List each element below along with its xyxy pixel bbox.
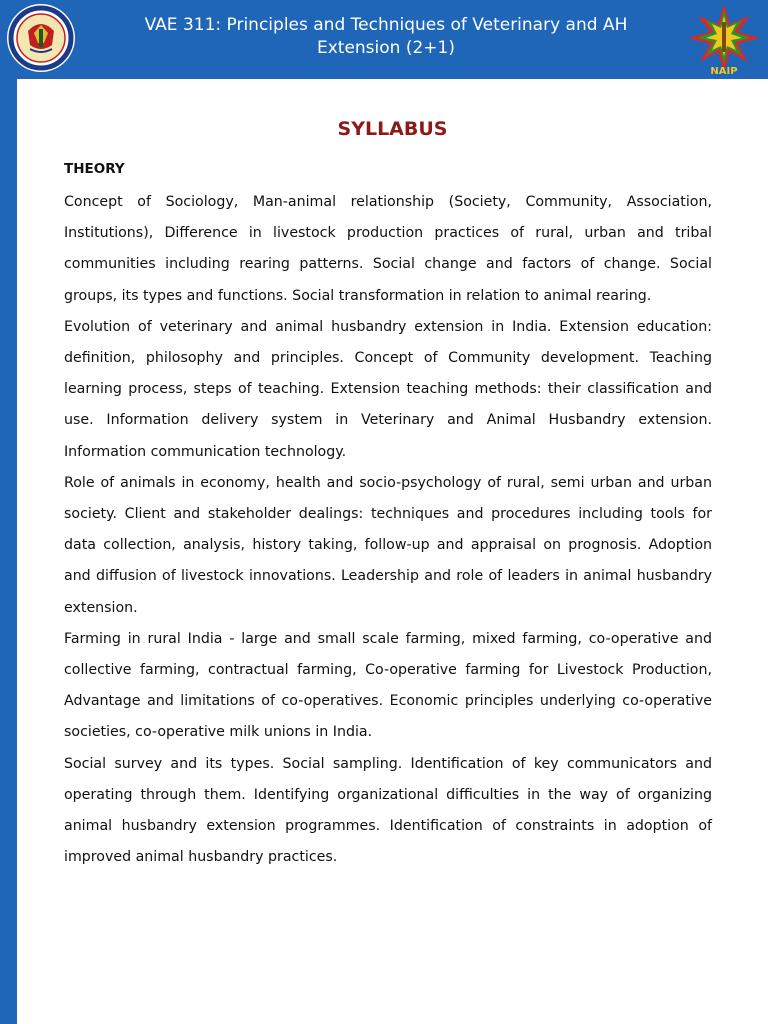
paragraph-sociology: Concept of Sociology, Man-animal relationship (Society, Community, Association, Institutions), Difference in livestock production practices of rural, urban and tribal communities including rearing patterns. Social change and factors of change. Social groups, its types and functions. Social transformation in relation to animal rearing. xyxy=(64,194,712,304)
paragraph-farming-rural-india: Farming in rural India - large and small scale farming, mixed farming, co-operative and collective farming, contractual farming, Co-operative farming for Livestock Production, Advantage and limitations of co-operatives. Economic principles underlying co-operative societies, co-operative milk unions in India. xyxy=(64,630,712,741)
paragraph-social-survey: Social survey and its types. Social sampling. Identification of key communicators and operating through them. Identifying organizational difficulties in the way of organizing animal husbandry extension programmes. Identification of constraints in adoption of improved animal husbandry practices. xyxy=(64,755,712,866)
syllabus-content xyxy=(64,159,712,873)
syllabus-page xyxy=(17,79,768,1024)
section-label-theory: THEORY xyxy=(64,161,125,177)
course-title-line1: VAE 311: Principles and Techniques of Veterinary and AH xyxy=(144,15,628,35)
paragraph-role-of-animals: Role of animals in economy, health and socio-psychology of rural, semi urban and urban society. Client and stakeholder dealings: techniques and procedures including tools for data collection, analysis, history taking, follow-up and appraisal on prognosis. Adoption and diffusion of livestock innovations. Leadership and role of leaders in animal husbandry extension. xyxy=(64,474,712,616)
course-title-line2: Extension (2+1) xyxy=(316,38,455,58)
naip-logo xyxy=(686,2,762,76)
course-title xyxy=(96,14,676,60)
university-emblem-logo xyxy=(6,3,76,73)
syllabus-heading: SYLLABUS xyxy=(337,118,448,140)
header-bar xyxy=(0,0,768,76)
paragraph-extension-education: Evolution of veterinary and animal husbandry extension in India. Extension education: definition, philosophy and principles. Concept of Community development. Teaching learning process, steps of teaching. Extension teaching methods: their classification and use. Information delivery system in Veterinary and Animal Husbandry extension. Information communication technology. xyxy=(64,318,712,460)
naip-logo-text: NAIP xyxy=(710,66,738,76)
